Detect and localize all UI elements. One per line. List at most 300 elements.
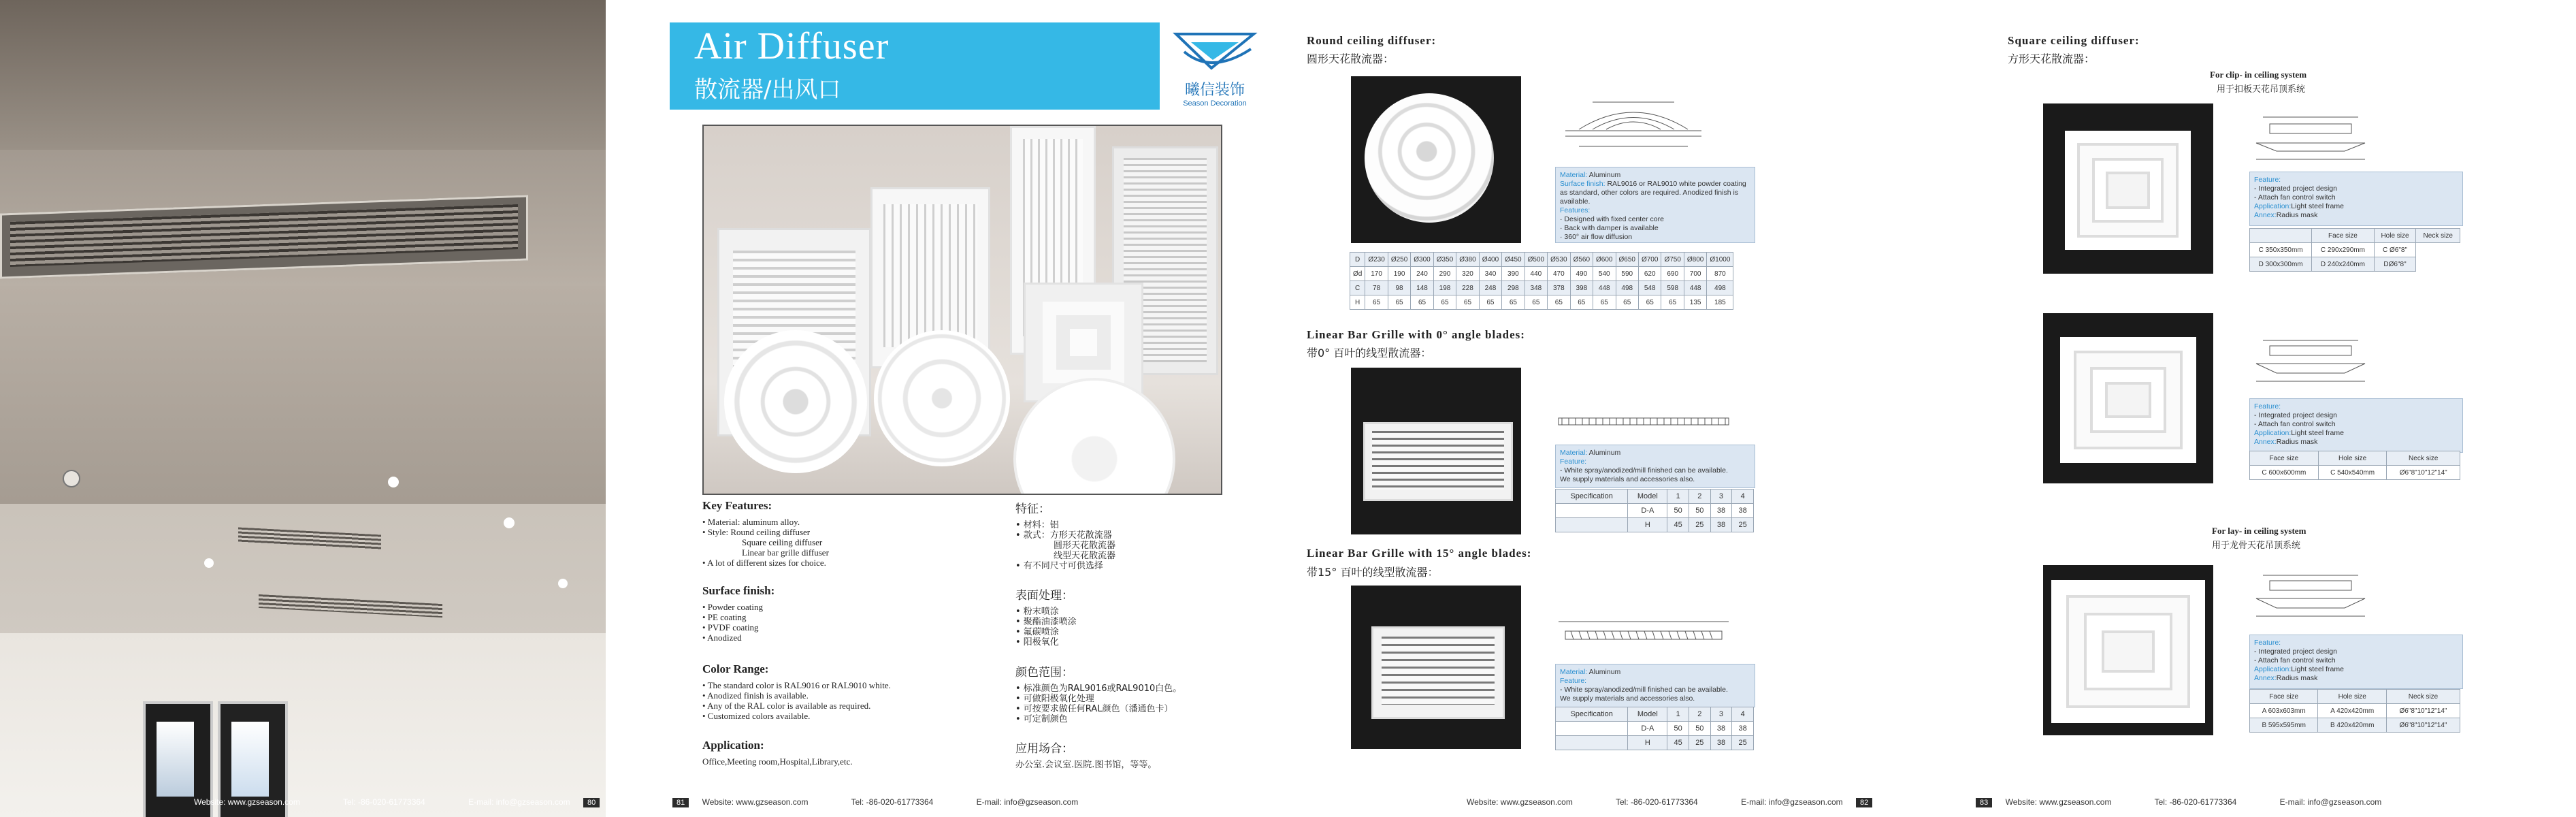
info-line <box>2254 656 2458 665</box>
layin-title: For lay- in ceiling system <box>2212 526 2306 536</box>
table-cell: Face size <box>2250 451 2319 466</box>
cn-surface-heading: 表面处理： <box>1015 589 1073 603</box>
table-cell: 448 <box>1684 281 1706 295</box>
info-line <box>2254 420 2458 429</box>
table-cell: C 540x540mm <box>2318 466 2387 480</box>
footer-tel: Tel: -86-020-61773364 <box>342 797 425 807</box>
ceiling-photo <box>0 0 606 817</box>
surface-finish <box>702 584 995 643</box>
square-drawing-2 <box>2243 334 2379 388</box>
square-drawing-3 <box>2243 568 2379 623</box>
table-cell: 38 <box>1710 736 1732 750</box>
table-cell: 290 <box>1433 267 1456 281</box>
footer-email: E-mail: info@gzseason.com <box>1741 797 1843 807</box>
table-cell: 620 <box>1638 267 1661 281</box>
clip-title: For clip- in ceiling system <box>2210 69 2307 80</box>
table-cell: 45 <box>1667 518 1689 532</box>
application <box>702 739 1009 767</box>
key-features <box>702 499 995 568</box>
table-cell: Ø230 <box>1365 253 1388 267</box>
table-cell: B 595x595mm <box>2250 718 2318 733</box>
table-cell: 378 <box>1548 281 1570 295</box>
cn-surface-line: • 氟碳喷涂 <box>1015 627 1059 637</box>
info-line <box>1560 668 1750 677</box>
table-row <box>1556 518 1754 532</box>
table-cell: 148 <box>1411 281 1433 295</box>
info-line <box>1560 206 1750 215</box>
round-diffuser-image <box>1351 76 1521 243</box>
table-cell: B 420x420mm <box>2318 718 2386 733</box>
table-row <box>1350 267 1733 281</box>
table-row <box>1556 504 1754 518</box>
table-cell: 65 <box>1456 295 1479 310</box>
info-value: We supply materials and accessories also. <box>1560 475 1695 483</box>
table-cell: 98 <box>1388 281 1410 295</box>
square-diffuser-image-3 <box>2043 565 2213 735</box>
table-row <box>2250 243 2460 257</box>
table-cell <box>1556 504 1628 518</box>
key-features-heading: Key Features: <box>702 499 772 512</box>
info-value: · 360° air flow diffusion <box>1560 233 1633 241</box>
cn-features <box>1015 499 1220 571</box>
table-cell: 398 <box>1570 281 1593 295</box>
footer-website: Website: www.gzseason.com <box>1467 797 1573 807</box>
cn-feature-line: 圆形天花散流器 <box>1054 541 1116 551</box>
info-line <box>1560 475 1750 484</box>
page-number: 80 <box>583 798 600 807</box>
table-cell: 78 <box>1365 281 1388 295</box>
table-cell: H <box>1628 736 1667 750</box>
footer-tel: Tel: -86-020-61773364 <box>1615 797 1698 807</box>
table-cell: 340 <box>1479 267 1501 281</box>
table-row <box>1556 736 1754 750</box>
info-value: - Integrated project design <box>2254 185 2337 193</box>
table-cell: 45 <box>1667 736 1689 750</box>
info-key: Features: <box>1560 206 1591 214</box>
table-row <box>2250 690 2460 704</box>
table-cell: C 350x350mm <box>2250 243 2312 257</box>
round-info <box>1555 167 1755 243</box>
linear0-grille-image <box>1351 368 1521 534</box>
round-subtitle: 圆形天花散流器： <box>1307 52 1395 65</box>
info-value: We supply materials and accessories also. <box>1560 694 1695 703</box>
info-line <box>2254 639 2458 647</box>
table-cell: 135 <box>1684 295 1706 310</box>
page-title: Air Diffuser <box>694 25 890 67</box>
info-value: - Attach fan control switch <box>2254 656 2336 664</box>
square-spec-table-2 <box>2249 451 2460 480</box>
table-cell: 65 <box>1388 295 1410 310</box>
table-cell: 228 <box>1456 281 1479 295</box>
table-cell: Ø600 <box>1593 253 1616 267</box>
table-cell: 3 <box>1710 490 1732 504</box>
linear15-info <box>1555 664 1755 707</box>
cn-application-heading: 应用场合： <box>1015 742 1073 756</box>
table-cell: Hole size <box>2318 690 2386 704</box>
square-diffuser-image-2 <box>2043 313 2213 483</box>
application-heading: Application: <box>702 739 764 752</box>
info-key: Feature: <box>1560 458 1587 466</box>
info-line <box>1560 677 1750 686</box>
table-cell: 65 <box>1525 295 1547 310</box>
info-line <box>2254 402 2458 411</box>
table-row <box>2250 704 2460 718</box>
footer-82 <box>1467 797 1872 807</box>
table-cell: 65 <box>1593 295 1616 310</box>
table-cell: D 240x240mm <box>2312 257 2374 272</box>
table-cell: 870 <box>1707 267 1733 281</box>
info-key: Application: <box>2254 202 2292 210</box>
table-cell: 440 <box>1525 267 1547 281</box>
table-cell: 448 <box>1593 281 1616 295</box>
color-line: • Anodized finish is available. <box>702 690 809 701</box>
info-line <box>1560 466 1750 475</box>
footer-website: Website: www.gzseason.com <box>2005 797 2112 807</box>
table-cell: C 600x600mm <box>2250 466 2319 480</box>
cn-color-line: • 可做阳极氧化处理 <box>1015 694 1094 704</box>
table-cell: 170 <box>1365 267 1388 281</box>
info-value: Light steel frame <box>2291 202 2344 210</box>
table-cell <box>2250 229 2312 243</box>
cn-surface-line: • 阳极氧化 <box>1015 637 1059 647</box>
linear0-subtitle: 带0° 百叶的线型散流器： <box>1307 347 1432 359</box>
table-cell: Ø6"8"10"12"14" <box>2386 704 2460 718</box>
table-cell: 1 <box>1667 707 1689 722</box>
product-photo <box>702 125 1222 495</box>
table-cell: Neck size <box>2386 690 2460 704</box>
table-row <box>1556 722 1754 736</box>
info-key: Application: <box>2254 665 2292 673</box>
info-line <box>2254 411 2458 420</box>
table-cell: 65 <box>1365 295 1388 310</box>
info-line <box>1560 171 1750 180</box>
square-info-2 <box>2249 398 2463 453</box>
surface-line: • PVDF coating <box>702 622 759 632</box>
color-line: • The standard color is RAL9016 or RAL9010 white. <box>702 680 891 690</box>
info-key: Surface finish: <box>1560 180 1605 188</box>
info-line <box>2254 185 2458 193</box>
table-cell: Face size <box>2312 229 2374 243</box>
table-cell: Ø380 <box>1456 253 1479 267</box>
footer-email: E-mail: info@gzseason.com <box>2279 797 2382 807</box>
info-value: Light steel frame <box>2291 429 2344 437</box>
color-line: • Customized colors available. <box>702 711 811 721</box>
linear0-title: Linear Bar Grille with 0° angle blades: <box>1307 328 1525 341</box>
info-key: Annex: <box>2254 211 2277 219</box>
square-diffuser-image <box>2043 103 2213 274</box>
square-spec-table-3 <box>2249 689 2460 733</box>
info-value: - White spray/anodized/mill finished can be available. <box>1560 686 1728 694</box>
logo-text-en: Season Decoration <box>1183 99 1247 108</box>
info-key: Annex: <box>2254 438 2277 446</box>
info-line <box>1560 233 1750 242</box>
table-row <box>1350 295 1733 310</box>
cn-feature-line: 线型天花散流器 <box>1054 551 1116 561</box>
color-range <box>702 662 1009 721</box>
table-cell: 185 <box>1707 295 1733 310</box>
info-line <box>2254 211 2458 220</box>
cn-color-heading: 颜色范围： <box>1015 666 1073 679</box>
table-cell: 65 <box>1638 295 1661 310</box>
cn-application <box>1015 739 1240 770</box>
square-subtitle: 方形天花散流器： <box>2008 52 2096 65</box>
table-cell: 248 <box>1479 281 1501 295</box>
table-cell: H <box>1350 295 1365 310</box>
info-value: - Integrated project design <box>2254 647 2337 656</box>
info-line <box>2254 202 2458 211</box>
table-row <box>2250 466 2460 480</box>
table-cell: 190 <box>1388 267 1410 281</box>
info-value: Radius mask <box>2276 438 2318 446</box>
cn-features-heading: 特征： <box>1015 502 1050 516</box>
page-83 <box>1970 0 2576 817</box>
cn-feature-line: • 材料：铝 <box>1015 520 1059 530</box>
info-key: Feature: <box>1560 677 1587 685</box>
linear15-grille-image <box>1351 586 1521 749</box>
table-cell: Ø560 <box>1570 253 1593 267</box>
key-feature-line: • A lot of different sizes for choice. <box>702 558 826 568</box>
footer-80 <box>194 797 600 807</box>
table-row <box>1350 253 1733 267</box>
page-80 <box>0 0 606 817</box>
info-value: Aluminum <box>1587 171 1621 179</box>
table-cell: 4 <box>1732 707 1754 722</box>
table-cell: 25 <box>1732 736 1754 750</box>
cn-color-line: • 可按要求做任何RAL颜色（潘通色卡） <box>1015 704 1173 714</box>
info-value: · Back with damper is available <box>1560 224 1659 232</box>
surface-finish-heading: Surface finish: <box>702 584 775 597</box>
page-81 <box>667 0 1273 817</box>
table-cell: Ø6"8"10"12"14" <box>2386 718 2460 733</box>
table-cell: 498 <box>1616 281 1638 295</box>
info-key: Material: <box>1560 171 1588 179</box>
table-cell: 240 <box>1411 267 1433 281</box>
info-key: Material: <box>1560 668 1588 676</box>
round-title: Round ceiling diffuser: <box>1307 34 1437 47</box>
square-info-1 <box>2249 172 2463 226</box>
table-cell: D 300x300mm <box>2250 257 2312 272</box>
layin-subtitle: 用于龙骨天花吊顶系统 <box>2212 541 2301 551</box>
spread-gutter <box>1882 0 1970 817</box>
table-cell: 498 <box>1707 281 1733 295</box>
round-spec-table <box>1350 252 1733 310</box>
table-row <box>1556 490 1754 504</box>
table-cell: 470 <box>1548 267 1570 281</box>
info-line <box>1560 180 1750 206</box>
linear15-title: Linear Bar Grille with 15° angle blades: <box>1307 547 1532 560</box>
table-cell: A 420x420mm <box>2318 704 2386 718</box>
table-cell: 38 <box>1732 504 1754 518</box>
logo-mark-icon <box>1171 27 1259 75</box>
key-feature-line: Square ceiling diffuser <box>742 537 823 547</box>
info-value: - Integrated project design <box>2254 411 2337 419</box>
linear0-info <box>1555 445 1755 488</box>
table-row <box>1350 281 1733 295</box>
table-cell: Ø6"8"10"12"14" <box>2387 466 2460 480</box>
table-cell: DØ6"8" <box>2374 257 2416 272</box>
table-cell: Ø250 <box>1388 253 1410 267</box>
footer-email: E-mail: info@gzseason.com <box>976 797 1079 807</box>
table-cell: 2 <box>1689 490 1711 504</box>
info-line <box>2254 674 2458 683</box>
table-cell: Ø700 <box>1638 253 1661 267</box>
logo-text-cn: 曦信装饰 <box>1184 82 1245 99</box>
table-cell: Hole size <box>2318 451 2387 466</box>
linear15-subtitle: 带15° 百叶的线型散流器： <box>1307 566 1439 579</box>
color-range-heading: Color Range: <box>702 662 769 675</box>
table-cell: 50 <box>1689 722 1711 736</box>
table-cell: 65 <box>1502 295 1525 310</box>
cn-application-text: 办公室.会议室.医院.图书馆，等等。 <box>1015 760 1157 770</box>
info-key: Material: <box>1560 449 1588 457</box>
info-line <box>1560 224 1750 233</box>
page-number: 81 <box>672 798 689 807</box>
table-cell: Neck size <box>2387 451 2460 466</box>
info-line <box>1560 686 1750 694</box>
footer-tel: Tel: -86-020-61773364 <box>2154 797 2237 807</box>
table-cell: 65 <box>1479 295 1501 310</box>
table-cell <box>1556 736 1628 750</box>
cn-color-line: • 标准颜色为RAL9016或RAL9010白色。 <box>1015 684 1182 694</box>
square-title: Square ceiling diffuser: <box>2008 34 2140 47</box>
table-cell: H <box>1628 518 1667 532</box>
table-cell: 590 <box>1616 267 1638 281</box>
info-line <box>1560 694 1750 703</box>
table-cell: C Ø6"8" <box>2374 243 2416 257</box>
table-cell: Ø300 <box>1411 253 1433 267</box>
info-line <box>2254 665 2458 674</box>
table-cell: C 290x290mm <box>2312 243 2374 257</box>
table-cell: 2 <box>1689 707 1711 722</box>
table-cell: Model <box>1628 707 1667 722</box>
surface-line: • Powder coating <box>702 602 764 612</box>
page-title-cn: 散流器/出风口 <box>694 76 841 103</box>
table-cell: 65 <box>1570 295 1593 310</box>
table-cell: C <box>1350 281 1365 295</box>
table-cell: 598 <box>1661 281 1684 295</box>
table-cell: 1 <box>1667 490 1689 504</box>
info-key: Feature: <box>2254 176 2281 184</box>
linear15-drawing <box>1552 616 1735 650</box>
info-value: Aluminum <box>1587 449 1621 457</box>
table-cell: D <box>1350 253 1365 267</box>
info-value: - White spray/anodized/mill finished can be available. <box>1560 466 1728 475</box>
table-cell: 320 <box>1456 267 1479 281</box>
info-key: Feature: <box>2254 402 2281 411</box>
table-cell: D-A <box>1628 722 1667 736</box>
table-cell: 38 <box>1710 518 1732 532</box>
info-value: Aluminum <box>1587 668 1621 676</box>
table-cell: 25 <box>1689 736 1711 750</box>
table-cell: 25 <box>1732 518 1754 532</box>
key-feature-line: Linear bar grille diffuser <box>742 547 829 558</box>
table-cell: 65 <box>1616 295 1638 310</box>
info-key: Application: <box>2254 429 2292 437</box>
clip-subtitle: 用于扣板天花吊顶系统 <box>2217 84 2306 95</box>
table-cell: 65 <box>1548 295 1570 310</box>
linear15-spec-table <box>1555 707 1754 750</box>
table-cell: Ø500 <box>1525 253 1547 267</box>
info-line <box>1560 458 1750 466</box>
cn-surface-line: • 聚酯油漆喷涂 <box>1015 617 1077 627</box>
table-cell: 50 <box>1689 504 1711 518</box>
table-cell: Neck size <box>2416 229 2460 243</box>
table-cell: Model <box>1628 490 1667 504</box>
page-number: 82 <box>1856 798 1872 807</box>
linear0-drawing <box>1552 408 1735 436</box>
table-cell: 50 <box>1667 504 1689 518</box>
cn-feature-line: • 款式：方形天花散流器 <box>1015 530 1112 541</box>
table-row <box>2250 718 2460 733</box>
table-cell: 65 <box>1661 295 1684 310</box>
table-cell <box>1556 518 1628 532</box>
table-cell: 4 <box>1732 490 1754 504</box>
info-value: - Attach fan control switch <box>2254 420 2336 428</box>
footer-website: Website: www.gzseason.com <box>194 797 300 807</box>
info-key: Feature: <box>2254 639 2281 647</box>
table-cell: 298 <box>1502 281 1525 295</box>
cn-color <box>1015 662 1240 724</box>
table-cell: Specification <box>1556 490 1628 504</box>
logo <box>1171 27 1259 108</box>
table-cell: 65 <box>1433 295 1456 310</box>
table-cell: Ø450 <box>1502 253 1525 267</box>
table-cell <box>1556 722 1628 736</box>
table-cell: 25 <box>1689 518 1711 532</box>
table-cell: Ød <box>1350 267 1365 281</box>
table-cell: D-A <box>1628 504 1667 518</box>
info-value: RAL9016 or RAL9010 white powder coating as standard, other colors are required. Anodized finish is available. <box>1560 180 1746 206</box>
surface-line: • PE coating <box>702 612 747 622</box>
linear-diffuser-image <box>0 195 528 278</box>
info-line <box>2254 429 2458 438</box>
info-line <box>1560 449 1750 458</box>
table-cell: Hole size <box>2374 229 2416 243</box>
table-cell: 700 <box>1684 267 1706 281</box>
info-line <box>2254 193 2458 202</box>
table-cell: 690 <box>1661 267 1684 281</box>
page-number: 83 <box>1976 798 1992 807</box>
table-cell: Ø1000 <box>1707 253 1733 267</box>
footer-tel: Tel: -86-020-61773364 <box>851 797 934 807</box>
footer-email: E-mail: info@gzseason.com <box>468 797 570 807</box>
table-cell: 38 <box>1710 504 1732 518</box>
cn-surface-line: • 粉末喷涂 <box>1015 607 1059 617</box>
table-cell: Ø350 <box>1433 253 1456 267</box>
table-cell: A 603x603mm <box>2250 704 2318 718</box>
cn-feature-line: • 有不同尺寸可供选择 <box>1015 561 1103 571</box>
table-cell: Specification <box>1556 707 1628 722</box>
info-value: - Attach fan control switch <box>2254 193 2336 202</box>
cn-color-line: • 可定制颜色 <box>1015 714 1068 724</box>
table-row <box>1556 707 1754 722</box>
table-cell: Ø750 <box>1661 253 1684 267</box>
table-cell: 490 <box>1570 267 1593 281</box>
table-cell: 38 <box>1710 722 1732 736</box>
info-line <box>2254 438 2458 447</box>
color-line: • Any of the RAL color is available as required. <box>702 701 871 711</box>
key-feature-line: • Style: Round ceiling diffuser <box>702 527 811 537</box>
table-cell: 38 <box>1732 722 1754 736</box>
square-spec-table-1 <box>2249 228 2460 272</box>
surface-line: • Anodized <box>702 632 742 643</box>
table-cell: 198 <box>1433 281 1456 295</box>
square-info-3 <box>2249 635 2463 689</box>
info-line <box>2254 647 2458 656</box>
info-value: · Designed with fixed center core <box>1560 215 1664 223</box>
footer-83 <box>1976 797 2381 807</box>
info-value: Radius mask <box>2276 211 2318 219</box>
